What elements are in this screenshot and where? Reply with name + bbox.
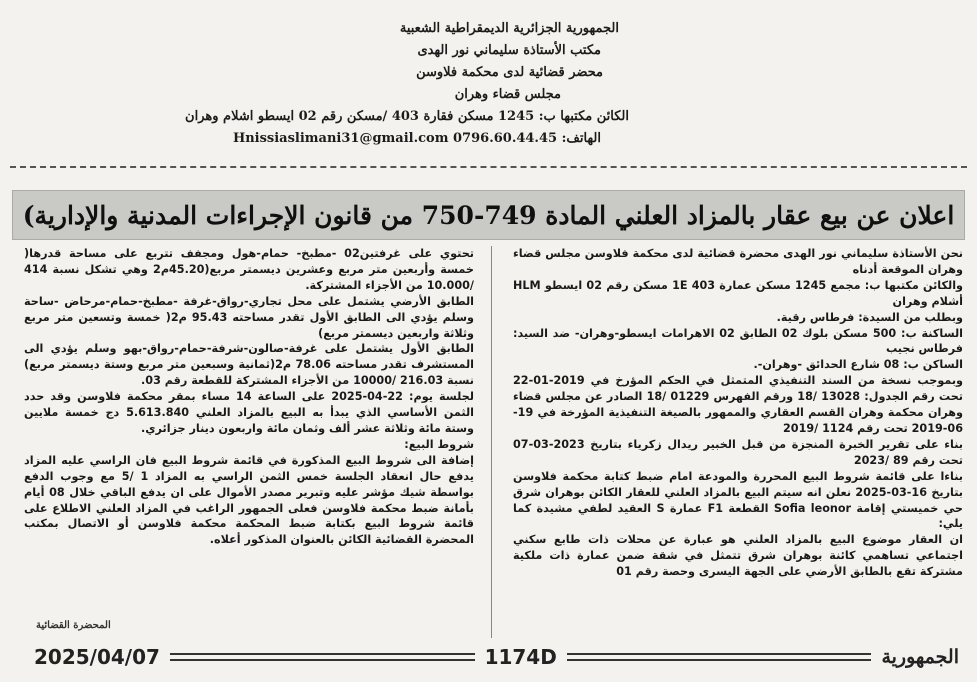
newspaper-name: الجمهورية	[881, 646, 959, 668]
paragraph: إضافة الى شروط البيع المذكورة في قائمة شروط البيع فان الراسي عليه المزاد يدفع حال انعقاد الجلسة خمس الثمن الراسي به المزاد 1 /5 مع وجوب الدفع بواسطة شيك مؤشر عليه وتبرير مصدر الأموال على ان يدفع الباقي خلال 08 أيام بأمانة ضبط محكمة فلاوسن فعلى الجمهور الراغب في المزاد العلني الاطلاع على قائمة شروط البيع بكتابة ضبط المحكمة محكمة فلاوسن أو الاتصال بمكتب المحضرة القضائية الكائن بالعنوان المذكور أعلاه.	[24, 453, 475, 547]
paragraph: وبطلب من السيدة: فرطاس رقية.	[776, 310, 963, 324]
court-line: مجلس قضاء وهران	[454, 87, 561, 102]
paragraph: الساكن ب: 08 شارع الحدائق -وهران-.	[753, 358, 963, 372]
left-column	[24, 246, 474, 548]
paragraph: والكائن مكتبها ب: مجمع 1245 مسكن عمارة 1E 403 مسكن رقم 02 ايسطو HLM أشلام وهران	[513, 278, 963, 308]
announcement-title: اعلان عن بيع عقار بالمزاد العلني المادة 749-750 من قانون الإجراءات المدنية والإدارية)	[22, 200, 955, 230]
footer-rule	[170, 653, 475, 661]
country-line: الجمهورية الجزائرية الديمقراطية الشعبية	[399, 21, 619, 36]
paragraph: بناءا على قائمة شروط البيع المحررة والمودعة امام ضبط كتابة محكمة فلاوسن بتاريخ 16-03-2025 نعلن انه سيتم البيع بالمزاد العلني للعقار الكائن بوهران شرق حي خميستي إقامة Sofia leonor القطعة F1 عمارة S العقيد لطفي مشيدة كما يلي:	[513, 469, 963, 531]
ad-code: 1174D	[484, 645, 557, 669]
right-column	[513, 246, 963, 580]
paragraph: تحتوي على غرفتين02 -مطبخ- حمام-هول ومجفف تتربع على مساحة قدرها( خمسة وأربعين متر مربع وعشرين ديسمتر مربع(45.20م2 وهي تشكل نسبة 414 /10.000 من الأجزاء المشتركة.	[24, 247, 474, 292]
paragraph: نحن الأستاذة سليماني نور الهدى محضرة قضائية لدى محكمة فلاوسن مجلس قضاء وهران الموقعة أدناه	[513, 247, 963, 276]
office-line: مكتب الأستاذة سليماني نور الهدى	[417, 43, 601, 58]
paragraph: شروط البيع:	[404, 437, 474, 451]
contact-line: الهاتف: 0796.60.44.45 Hnissiaslimani31@gmail.com	[232, 131, 601, 146]
paragraph: الطابق الأول يشتمل على غرفة-صالون-شرفة-حمام-رواق-بهو وسلم يؤدي الى المستشرف تقدر مساحته 78.06 م2(ثمانية وسبعين متر مربع وستة ديسمتر مربع) نسبة 216.03 /10000 من الأجزاء المشتركة للقطعة رقم 03.	[24, 342, 475, 388]
paragraph: الساكنة ب: 500 مسكن بلوك 02 الطابق 02 الاهرامات ايسطو-وهران- ضد السيد: فرطاس نجيب	[513, 326, 963, 356]
role-line: محضر قضائية لدى محكمة فلاوسن	[416, 65, 603, 80]
paragraph: وبموجب نسخة من السند التنفيذي المتمثل في الحكم المؤرخ في 2019-01-22 تحت رقم الجدول: 13028 /18 ورقم الفهرس 01229 /18 الصادر عن مجلس قضاء وهران محكمة وهران القسم العقاري والممهور بالصيغة التنفيذية المؤرخة في 19-06-2019 تحت رقم 1124 /2019	[513, 374, 963, 435]
footer-rule	[567, 653, 872, 661]
paragraph: بناء على تقرير الخبرة المنجزة من قبل الخبير ريدال زكرياء بتاريخ 2023-03-07 تحت رقم 89 /2023	[513, 437, 963, 467]
paragraph: لجلسة يوم: 22-04-2025 على الساعة 14 مساء بمقر محكمة فلاوسن وقد حدد الثمن الأساسي الذي يبدأ به البيع بالمزاد العلني 5.613.840 دج خمسة ملايين وستة مائة وثلاثة عشر ألف وثمان مائة واربعون دينار جزائري.	[24, 390, 474, 435]
column-divider	[491, 246, 492, 638]
issue-date: 2025/04/07	[34, 645, 160, 669]
signature-stamp: المحضرة القضائية	[36, 620, 111, 631]
paragraph: الطابق الأرضي يشتمل على محل تجاري-رواق-غرفة -مطبخ-حمام-مرحاض -ساحة وسلم يؤدي الى الطابق الأول تقدر مساحته 95.43 م2( خمسة وتسعين متر مربع وثلاثة واربعين ديسمتر مربع)	[24, 294, 474, 340]
announcement-title-banner	[12, 190, 965, 240]
dashed-separator	[10, 166, 967, 168]
bailiff-header	[9, 18, 629, 150]
paragraph: ان العقار موضوع البيع بالمزاد العلني هو عبارة عن محلات ذات طابع سكني اجتماعي تساهمي كائنة بوهران شرق تتمثل في شقة ضمن عمارة ذات ملكية مشتركة تقع بالطابق الأرضي على الجهة اليسرى وحصة رقم 01	[513, 533, 963, 579]
page-footer	[8, 640, 969, 674]
address-line: الكائن مكتبها ب: 1245 مسكن فقارة 403 /مسكن رقم 02 ايسطو اشلام وهران	[185, 109, 629, 124]
